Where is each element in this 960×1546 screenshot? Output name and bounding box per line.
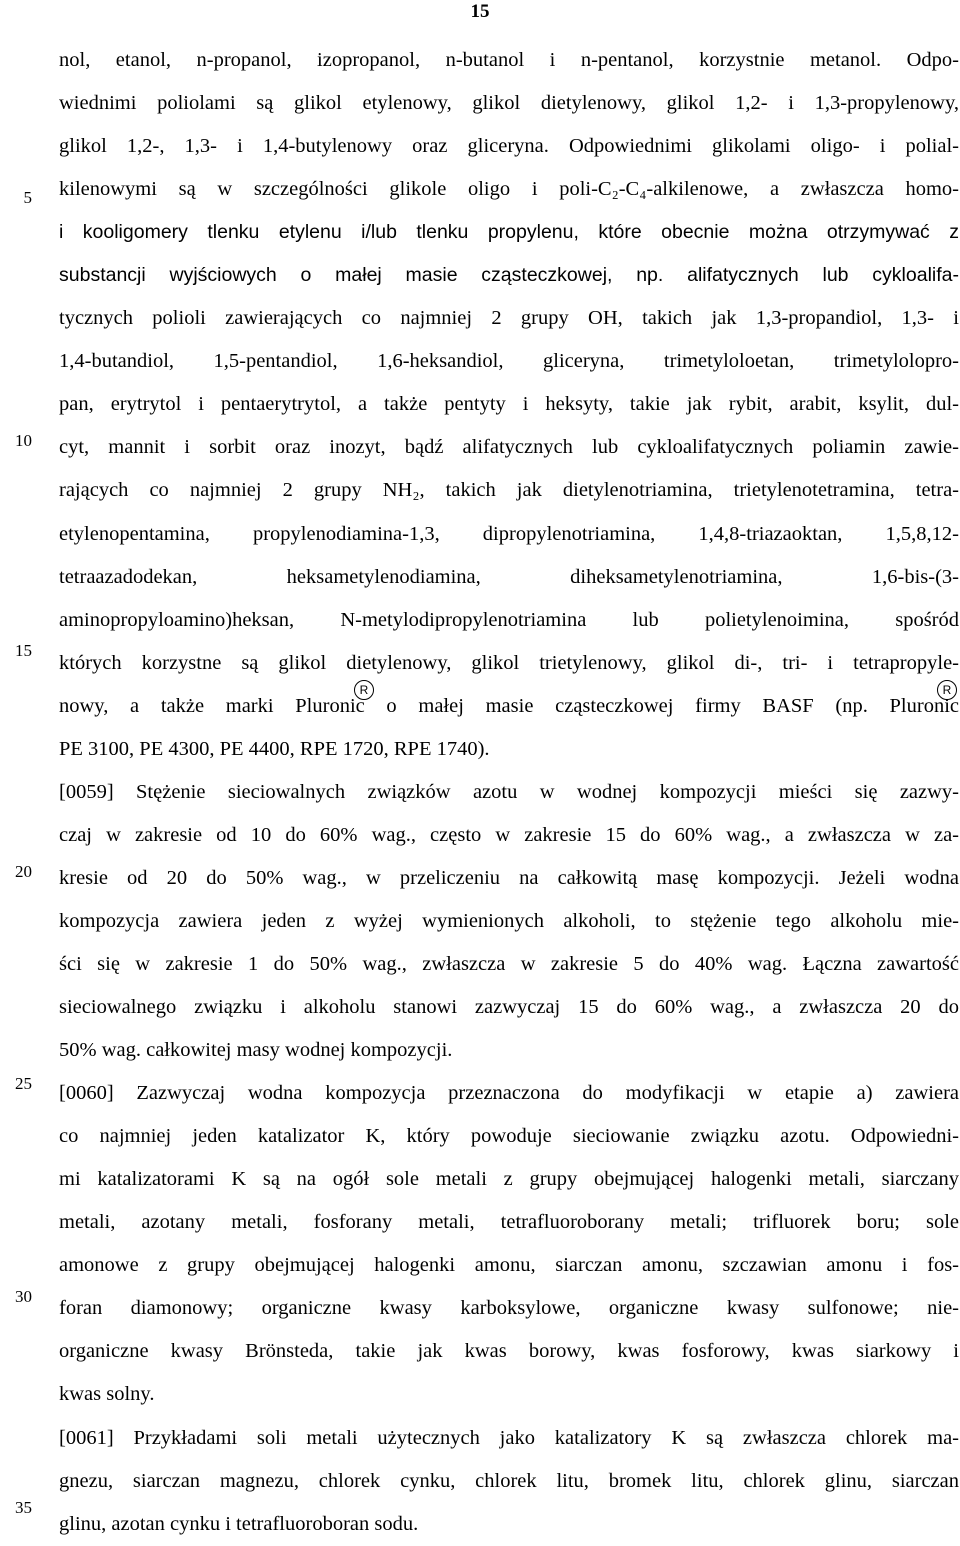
text-line: organiczne kwasy Brönsteda, takie jak kwas borowy, kwas fosforowy, kwas siarkowy i	[59, 1340, 959, 1363]
text-line: PE 3100, PE 4300, PE 4400, RPE 1720, RPE 1740).	[59, 737, 490, 760]
line-number: 35	[15, 1498, 32, 1517]
text-line: rających co najmniej 2 grupy NH₂, takich jak dietylenotriamina, trietylenotetramina, tetra-	[59, 479, 959, 502]
text-line: kresie od 20 do 50% wag., w przeliczeniu na całkowitą masę kompozycji. Jeżeli wodna	[59, 866, 959, 889]
text-line: kwas solny.	[59, 1383, 155, 1406]
text-line: ści się w zakresie 1 do 50% wag., zwłaszcza w zakresie 5 do 40% wag. Łączna zawartość	[59, 952, 959, 975]
text-line: sieciowalnego związku i alkoholu stanowi zazwyczaj 15 do 60% wag., a zwłaszcza 20 do	[59, 996, 959, 1019]
registered-trademark-icon: R	[354, 680, 374, 700]
text-line: foran diamonowy; organiczne kwasy karboksylowe, organiczne kwasy sulfonowe; nie-	[59, 1297, 959, 1320]
text-line: co najmniej jeden katalizator K, który powoduje sieciowanie związku azotu. Odpowiedni-	[59, 1125, 959, 1148]
line-number: 25	[15, 1074, 32, 1093]
line-number: 30	[15, 1287, 32, 1306]
text-line: cyt, mannit i sorbit oraz inozyt, bądź alifatycznych lub cykloalifatycznych poliamin zawie-	[59, 436, 959, 459]
text-line: tycznych polioli zawierających co najmniej 2 grupy OH, takich jak 1,3-propandiol, 1,3- i	[59, 307, 959, 330]
text-line: czaj w zakresie od 10 do 60% wag., często w zakresie 15 do 60% wag., a zwłaszcza w za-	[59, 823, 959, 846]
line-number-gutter	[0, 0, 50, 1519]
text-line: 50% wag. całkowitej masy wodnej kompozycji.	[59, 1039, 453, 1062]
text-line: glikol 1,2-, 1,3- i 1,4-butylenowy oraz gliceryna. Odpowiednimi glikolami oligo- i polial-	[59, 135, 959, 158]
text-line: wiednimi poliolami są glikol etylenowy, glikol dietylenowy, glikol 1,2- i 1,3-propylenowy,	[59, 92, 959, 115]
body-text	[59, 39, 959, 1546]
text-line: 1,4-butandiol, 1,5-pentandiol, 1,6-heksandiol, gliceryna, trimetyloloetan, trimetylolopro-	[59, 350, 959, 373]
text-line: tetraazadodekan, heksametylenodiamina, diheksametylenotriamina, 1,6-bis-(3-	[59, 565, 959, 588]
text-line: aminopropyloamino)heksan, N-metylodipropylenotriamina lub polietylenoimina, spośród	[59, 608, 959, 631]
text-line: substancji wyjściowych o małej masie cząsteczkowej, np. alifatycznych lub cykloalifa-	[59, 264, 959, 287]
text-line: [0061] Przykładami soli metali użytecznych jako katalizatory K są zwłaszcza chlorek ma-	[59, 1426, 959, 1449]
registered-trademark-icon: R	[937, 680, 957, 700]
text-line: nol, etanol, n-propanol, izopropanol, n-butanol i n-pentanol, korzystnie metanol. Odpo-	[59, 49, 959, 71]
line-number: 20	[15, 862, 32, 881]
text-line: glinu, azotan cynku i tetrafluoroboran sodu.	[59, 1512, 419, 1535]
line-number: 10	[15, 431, 32, 450]
text-line: mi katalizatorami K są na ogół sole metali z grupy obejmującej halogenki metali, siarczany	[59, 1168, 959, 1191]
text-line: metali, azotany metali, fosforany metali, tetrafluoroborany metali; trifluorek boru; sole	[59, 1211, 959, 1234]
text-line: kilenowymi są w szczególności glikole oligo i poli-C₂-C₄-alkilenowe, a zwłaszcza homo-	[59, 178, 959, 201]
text-line: gnezu, siarczan magnezu, chlorek cynku, chlorek litu, bromek litu, chlorek glinu, siarczan	[59, 1469, 959, 1492]
text-line: pan, erytrytol i pentaerytrytol, a także pentyty i heksyty, takie jak rybit, arabit, ksylit, dul-	[59, 393, 959, 416]
text-line: kompozycja zawiera jeden z wyżej wymienionych alkoholi, to stężenie tego alkoholu mie-	[59, 909, 959, 932]
text-line: [0060] Zazwyczaj wodna kompozycja przeznaczona do modyfikacji w etapie a) zawiera	[59, 1082, 959, 1105]
text-line: nowy, a także marki Pluronic o małej masie cząsteczkowej firmy BASF (np. Pluronic	[59, 694, 959, 717]
text-line: etylenopentamina, propylenodiamina-1,3, dipropylenotriamina, 1,4,8-triazaoktan, 1,5,8,12-	[59, 522, 959, 545]
line-number: 5	[23, 188, 32, 207]
text-line: i kooligomery tlenku etylenu i/lub tlenku propylenu, które obecnie można otrzymywać z	[59, 221, 959, 244]
text-line: których korzystne są glikol dietylenowy, glikol trietylenowy, glikol di-, tri- i tetrapropyle-	[59, 651, 959, 674]
page-number: 15	[470, 1, 490, 22]
line-number: 15	[15, 641, 32, 660]
text-line: amonowe z grupy obejmującej halogenki amonu, siarczan amonu, szczawian amonu i fos-	[59, 1254, 959, 1277]
text-line: [0059] Stężenie sieciowalnych związków azotu w wodnej kompozycji mieści się zazwy-	[59, 780, 959, 803]
